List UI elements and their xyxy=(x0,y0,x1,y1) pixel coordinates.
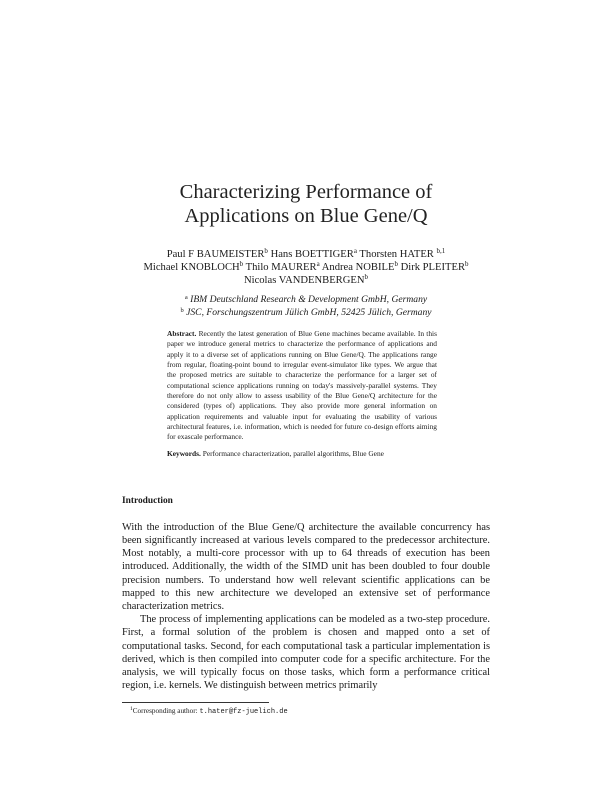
author-line-2 xyxy=(0,261,612,274)
author-name: Paul F BAUMEISTER xyxy=(166,249,265,260)
footnote-email[interactable]: t.hater@fz-juelich.de xyxy=(199,708,288,717)
footnote-label: Corresponding author: xyxy=(132,707,198,716)
author-name: Thilo MAURER xyxy=(245,262,317,273)
keywords-text: Performance characterization, parallel algorithms, Blue Gene xyxy=(202,448,384,458)
paragraph: The process of implementing applications can be modeled as a two-step procedure. First, a formal solution of the problem is chosen and mapped onto a set of computational tasks. Second, for each computational task a particular implementation is derived, which is then compiled into computer code for a specific architecture. For the analysis, we will typically focus on those tasks, which form a performance critical region, i.e. kernels. We distinguish between metrics primarily xyxy=(122,614,490,692)
author-affiliation-mark: b,1 xyxy=(436,247,446,255)
abstract-label: Abstract. xyxy=(167,329,197,338)
author-line-3 xyxy=(0,274,612,287)
author-affiliation-mark: b xyxy=(465,260,469,268)
author-name: Michael KNOBLOCH xyxy=(143,262,240,273)
affiliation-list xyxy=(0,293,612,319)
title-line-2: Applications on Blue Gene/Q xyxy=(184,205,428,227)
author-name: Nicolas VANDENBERGEN xyxy=(243,275,365,286)
keywords xyxy=(167,449,437,459)
footnote xyxy=(130,706,612,717)
title-line-1: Characterizing Performance of xyxy=(179,181,433,203)
paper-title xyxy=(0,180,612,228)
author-affiliation-mark: b xyxy=(394,260,398,268)
author-name: Hans BOETTIGER xyxy=(270,249,354,260)
author-name: Dirk PLEITER xyxy=(400,262,466,273)
paragraph: With the introduction of the Blue Gene/Q architecture the available concurrency has been significantly increased at various levels compared to the predecessor architecture. Most notably, a multi-core processor with up to 64 threads of execution has been introduced. Additionally, the width of the SIMD unit has been doubled to four double precision numbers. To understand how well relevant scientific applications can be mapped to this new architecture we developed an extensive set of performance characterization metrics. xyxy=(122,521,490,612)
affiliation xyxy=(0,306,612,319)
author-affiliation-mark: a xyxy=(353,247,357,255)
author-name: Thorsten HATER xyxy=(359,249,434,260)
author-list xyxy=(0,248,612,287)
affiliation xyxy=(0,293,612,306)
author-affiliation-mark: b xyxy=(364,273,369,281)
author-affiliation-mark: b xyxy=(239,260,244,268)
author-affiliation-mark: a xyxy=(316,260,320,268)
author-line-1 xyxy=(0,248,612,261)
author-affiliation-mark: b xyxy=(264,247,268,255)
footnote-mark: 1 xyxy=(130,706,133,713)
footnote-rule xyxy=(122,702,269,703)
keywords-label: Keywords. xyxy=(167,448,201,458)
affiliation-text: JSC, Forschungszentrum Jülich GmbH, 52425 Jülich, Germany xyxy=(186,307,432,318)
body-text xyxy=(122,521,490,693)
abstract-text: Recently the latest generation of Blue Gene machines became available. In this paper we introduce general metrics to characterize the performance of applications and apply it to a diverse set of applications running on Blue Gene/Q. The applications range from regular, floating-point bound to irregular event-simulator like types. We argue that the proposed metrics are suitable to characterize the performance for a larger set of computational science applications running on today's massively-parallel systems. They therefore do not only allow to assess usability of the Blue Gene/Q architecture for the considered (types of) applications. They also provide more general information on application requirements and valuable input for evaluating the usability of various architectural features, i.e. information, which is needed for future co-design efforts aiming for exascale performance. xyxy=(167,329,437,442)
affiliation-mark: b xyxy=(180,307,184,314)
abstract xyxy=(167,329,437,443)
affiliation-text: IBM Deutschland Research & Development GmbH, Germany xyxy=(190,294,428,305)
author-name: Andrea NOBILE xyxy=(321,262,395,273)
section-heading: Introduction xyxy=(122,495,173,506)
affiliation-mark: a xyxy=(184,294,188,301)
